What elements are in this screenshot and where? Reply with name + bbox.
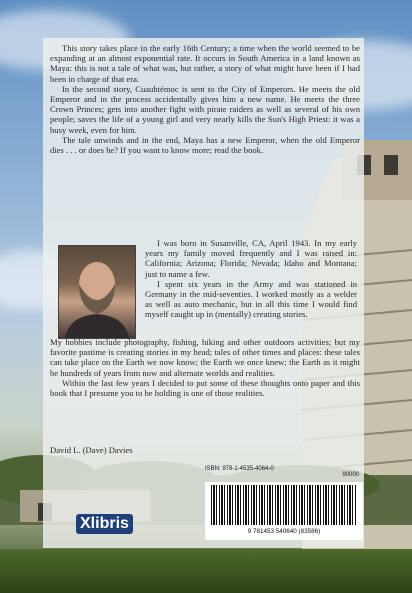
synopsis-paragraph: The tale unwinds and in the end, Maya has a new Emperor, when the old Emperor dies . . . or does he? If you want to know more; read the book. [50, 134, 360, 156]
barcode-number: 9 781453 540640 (83586) [247, 528, 321, 535]
bio-paragraph: My hobbies include photography, fishing, hiking and other outdoors activities; but my favorite pastime is creating stories in my head; tales of other times and places: these tales can take place on the Earth we now know; the Earth we once knew; the Earth as it might be hundreds of years from now and alternate worlds and realities. [50, 337, 360, 378]
bio-paragraph: Within the last few years I decided to put some of these thoughts onto paper and this book that I presume you to be holding is one of those realities. [50, 377, 360, 399]
author-bio [145, 238, 357, 320]
author-photo [58, 245, 136, 339]
synopsis-paragraph: This story takes place in the early 16th Century; a time when the world seemed to be expanding at an almost exponential rate. It occurs in South America in a land known as Maya: this is not a tale of what was, but rather, a story of what might have been if I had been in charge of that era. [50, 43, 360, 84]
bio-paragraph: I was born in Susanville, CA, April 1943. In my early years my family moved frequently and I was raised in: California; Arizona; Florida; Nevada; Idaho and Montana; just to name a few. [145, 238, 357, 279]
barcode [205, 472, 363, 540]
author-bio-continued [50, 337, 360, 398]
author-name: David L. (Dave) Davies [50, 445, 133, 455]
publisher-logo: Xlibris [76, 514, 133, 534]
synopsis [50, 43, 360, 155]
synopsis-paragraph: In the second story, Cuauhtémoc is sent to the City of Emperors. He meets the old Emperor and in the process accidentally gives him a new name. He meets the three Crown Princes; gets into another fight with pirate raiders as well as several of his own people; saves the life of a young girl and very nearly kills the Sun's High Priest: it was a busy week, even for him. [50, 83, 360, 135]
grass [0, 549, 412, 593]
isbn: ISBN: 978-1-4535-4064-0 [205, 466, 274, 472]
bio-paragraph: I spent six years in the Army and was stationed in Germany in the mid-seventies. I worked mostly as a welder as well as auto mechanic, but in all this time I would find myself caught up in (mentally) creating stories. [145, 278, 357, 320]
barcode-bars [211, 485, 357, 525]
price-code: 90000 [342, 472, 359, 478]
